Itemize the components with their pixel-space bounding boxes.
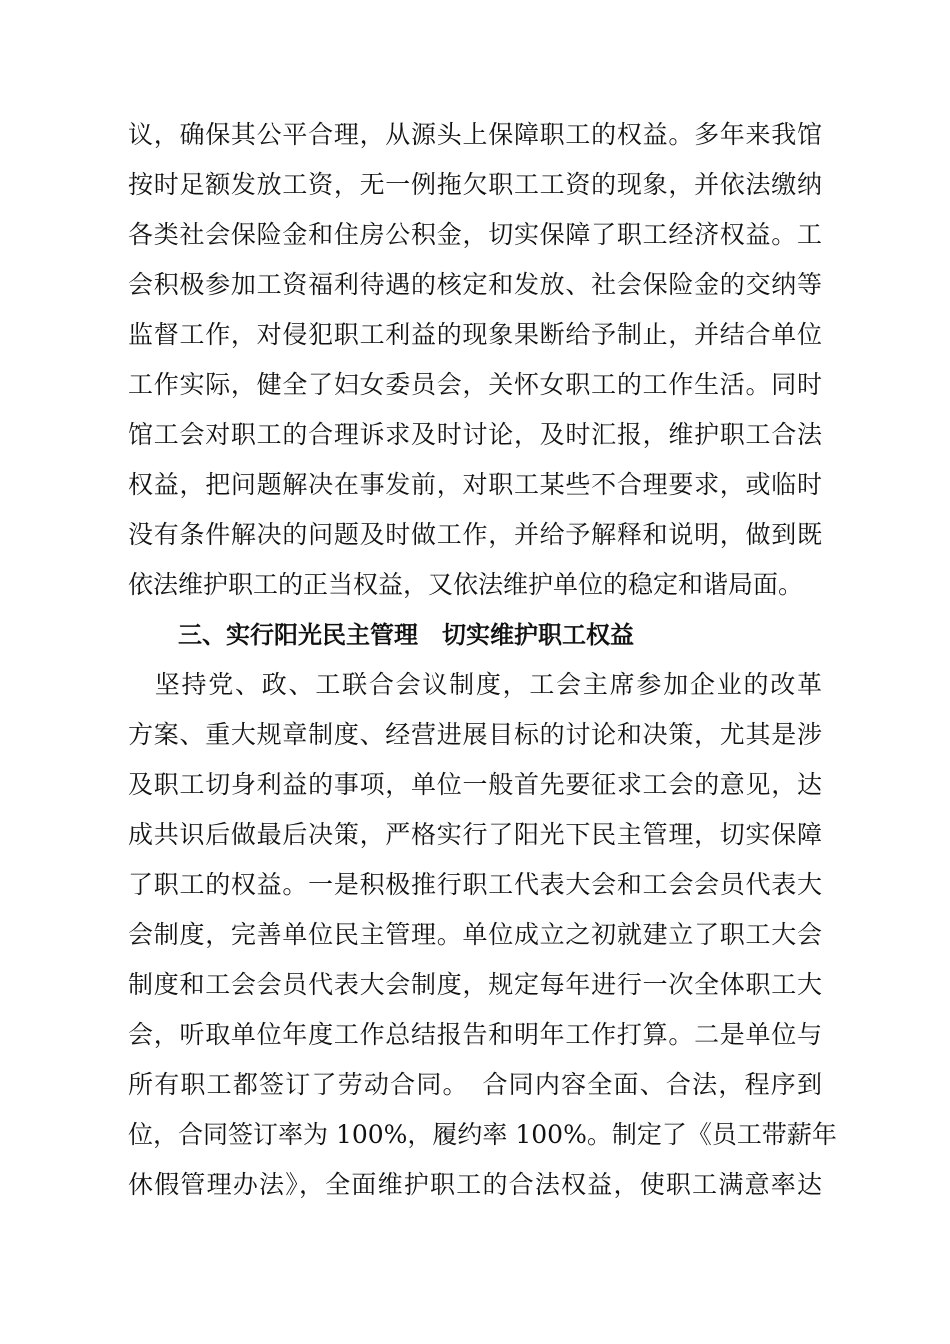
paragraph-line: 议，确保其公平合理，从源头上保障职工的权益。多年来我馆 — [128, 120, 822, 149]
paragraph-line: 各类社会保险金和住房公积金，切实保障了职工经济权益。工 — [128, 220, 822, 249]
paragraph-line: 及职工切身利益的事项，单位一般首先要征求工会的意见，达 — [128, 770, 822, 799]
paragraph-line: 方案、重大规章制度、经营进展目标的讨论和决策，尤其是涉 — [128, 720, 822, 749]
paragraph-line: 休假管理办法》，全面维护职工的合法权益，使职工满意率达 — [128, 1170, 822, 1199]
section-heading: 三、实行阳光民主管理 切实维护职工权益 — [178, 621, 634, 649]
paragraph-line: 制度和工会会员代表大会制度，规定每年进行一次全体职工大 — [128, 970, 822, 999]
paragraph-line: 馆工会对职工的合理诉求及时讨论，及时汇报，维护职工合法 — [128, 420, 822, 449]
paragraph-line: 工作实际，健全了妇女委员会，关怀女职工的工作生活。同时 — [128, 370, 822, 399]
paragraph-line: 会积极参加工资福利待遇的核定和发放、社会保险金的交纳等 — [128, 270, 822, 299]
paragraph-line: 监督工作，对侵犯职工利益的现象果断给予制止，并结合单位 — [128, 320, 822, 349]
paragraph-line: 所有职工都签订了劳动合同。 合同内容全面、合法，程序到 — [128, 1070, 822, 1099]
paragraph-line: 没有条件解决的问题及时做工作，并给予解释和说明，做到既 — [128, 520, 822, 549]
paragraph-line: 坚持党、政、工联合会议制度，工会主席参加企业的改革 — [128, 670, 822, 699]
paragraph-line: 会制度，完善单位民主管理。单位成立之初就建立了职工大会 — [128, 920, 822, 949]
paragraph-line: 成共识后做最后决策，严格实行了阳光下民主管理，切实保障 — [128, 820, 822, 849]
paragraph-line: 位，合同签订率为 100%，履约率 100%。制定了《员工带薪年 — [128, 1120, 837, 1149]
paragraph-line: 权益，把问题解决在事发前，对职工某些不合理要求，或临时 — [128, 470, 822, 499]
paragraph-line: 按时足额发放工资，无一例拖欠职工工资的现象，并依法缴纳 — [128, 170, 822, 199]
paragraph-line: 了职工的权益。一是积极推行职工代表大会和工会会员代表大 — [128, 870, 822, 899]
paragraph-line: 依法维护职工的正当权益，又依法维护单位的稳定和谐局面。 — [128, 570, 804, 599]
paragraph-line: 会，听取单位年度工作总结报告和明年工作打算。二是单位与 — [128, 1020, 822, 1049]
